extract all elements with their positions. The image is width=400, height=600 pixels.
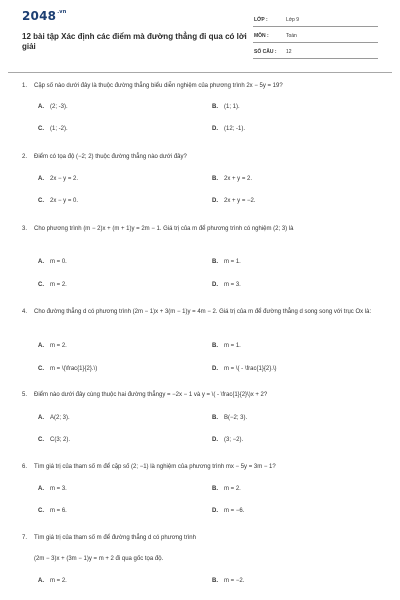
option-letter: C. xyxy=(38,366,44,372)
logo-domain: .vn xyxy=(57,9,67,15)
question-text: Điểm có tọa độ (−2; 2) thuộc đường thẳng nào dưới đây? xyxy=(34,154,187,160)
question-number: 4. xyxy=(22,309,28,315)
option-letter: B. xyxy=(212,176,218,182)
question-number: 3. xyxy=(22,226,28,232)
option-text: m = 0. xyxy=(50,259,67,265)
option-text: m = 2. xyxy=(50,282,67,288)
site-logo[interactable] xyxy=(22,9,67,23)
question-number: 5. xyxy=(22,392,28,398)
option-text: m = 1. xyxy=(224,259,241,265)
option-text: B(−2; 3). xyxy=(224,415,248,421)
question-number: 2. xyxy=(22,154,28,160)
option-letter: A. xyxy=(38,259,44,265)
option-text: m = 2. xyxy=(50,343,67,349)
page-title: 12 bài tập Xác định các điểm mà đường thẳng đi qua có lời giải xyxy=(22,32,247,51)
option-text: m = 3. xyxy=(50,486,67,492)
option-letter: C. xyxy=(38,508,44,514)
question-text: Điểm nào dưới đây cùng thuộc hai đường thẳngy = −2x − 1 và y = \( - \frac{1}{2}\)x + 2? xyxy=(34,392,268,398)
option-text: (2; -3). xyxy=(50,104,68,110)
document-header xyxy=(0,0,400,72)
question-text: Cặp số nào dưới đây là thuộc đường thẳng biểu diễn nghiệm của phương trình 2x − 5y = 19? xyxy=(34,83,283,89)
meta-key: LỚP : xyxy=(254,17,268,23)
option-letter: A. xyxy=(38,415,44,421)
option-text: m = −6. xyxy=(224,508,245,514)
option-text: 2x − y = 2. xyxy=(50,176,79,182)
meta-key: SỐ CÂU : xyxy=(254,49,277,55)
option-letter: D. xyxy=(212,282,218,288)
question-text: Cho đường thẳng d có phương trình (2m − 1)x + 3(m − 1)y = 4m − 2. Giá trị của m để đường thẳng d song song với trục Ox là: xyxy=(34,309,372,315)
question-text: Tìm giá trị của tham số m để cặp số (2; −1) là nghiệm của phương trình mx − 5y = 3m − 1? xyxy=(34,464,276,470)
option-text: m = 1. xyxy=(224,343,241,349)
meta-subject xyxy=(253,30,378,43)
option-text: (1; -2). xyxy=(50,126,68,132)
option-letter: B. xyxy=(212,104,218,110)
option-letter: A. xyxy=(38,486,44,492)
meta-question-count xyxy=(253,46,378,59)
question-number: 7. xyxy=(22,535,28,541)
option-letter: B. xyxy=(212,486,218,492)
option-text: m = −2. xyxy=(224,578,245,584)
option-text: (1; 1). xyxy=(224,104,240,110)
option-text: m = \( - \frac{1}{2}.\) xyxy=(224,366,277,372)
option-text: m = 2. xyxy=(224,486,241,492)
option-letter: B. xyxy=(212,415,218,421)
option-text: C(3; 2). xyxy=(50,437,71,443)
option-text: 2x + y = −2. xyxy=(224,198,256,204)
option-letter: D. xyxy=(212,508,218,514)
option-text: A(2; 3). xyxy=(50,415,70,421)
option-letter: D. xyxy=(212,126,218,132)
option-text: 2x − y = 0. xyxy=(50,198,79,204)
option-letter: C. xyxy=(38,126,44,132)
question-number: 1. xyxy=(22,83,28,89)
option-text: (12; -1). xyxy=(224,126,246,132)
question-7-equation: (2m − 3)x + (3m − 1)y = m + 2 đi qua gốc tọa độ. xyxy=(34,556,164,562)
option-letter: C. xyxy=(38,198,44,204)
option-letter: B. xyxy=(212,259,218,265)
option-letter: A. xyxy=(38,578,44,584)
option-text: 2x + y = 2. xyxy=(224,176,253,182)
option-letter: A. xyxy=(38,176,44,182)
meta-key: MÔN : xyxy=(254,33,269,39)
option-letter: D. xyxy=(212,366,218,372)
question-number: 6. xyxy=(22,464,28,470)
option-letter: A. xyxy=(38,343,44,349)
option-letter: C. xyxy=(38,437,44,443)
option-text: m = \(\frac{1}{2}.\) xyxy=(50,366,98,372)
meta-class xyxy=(253,14,378,27)
question-text: Tìm giá trị của tham số m để đường thẳng d có phương trình xyxy=(34,535,196,541)
option-letter: D. xyxy=(212,198,218,204)
option-text: (3; −2). xyxy=(224,437,244,443)
meta-value: Toán xyxy=(286,33,297,39)
option-letter: A. xyxy=(38,104,44,110)
header-divider xyxy=(8,72,392,73)
option-text: m = 2. xyxy=(50,578,67,584)
option-text: m = 3. xyxy=(224,282,241,288)
meta-value: Lớp 9 xyxy=(286,17,300,23)
question-text: Cho phương trình (m − 2)x + (m + 1)y = 2m − 1. Giá trị của m để phương trình có nghiệm (2; 3) là xyxy=(34,226,294,232)
meta-value: 12 xyxy=(286,49,292,55)
option-letter: D. xyxy=(212,437,218,443)
option-letter: B. xyxy=(212,578,218,584)
option-letter: C. xyxy=(38,282,44,288)
option-letter: B. xyxy=(212,343,218,349)
logo-text: 2048 xyxy=(22,9,57,23)
option-text: m = 6. xyxy=(50,508,67,514)
